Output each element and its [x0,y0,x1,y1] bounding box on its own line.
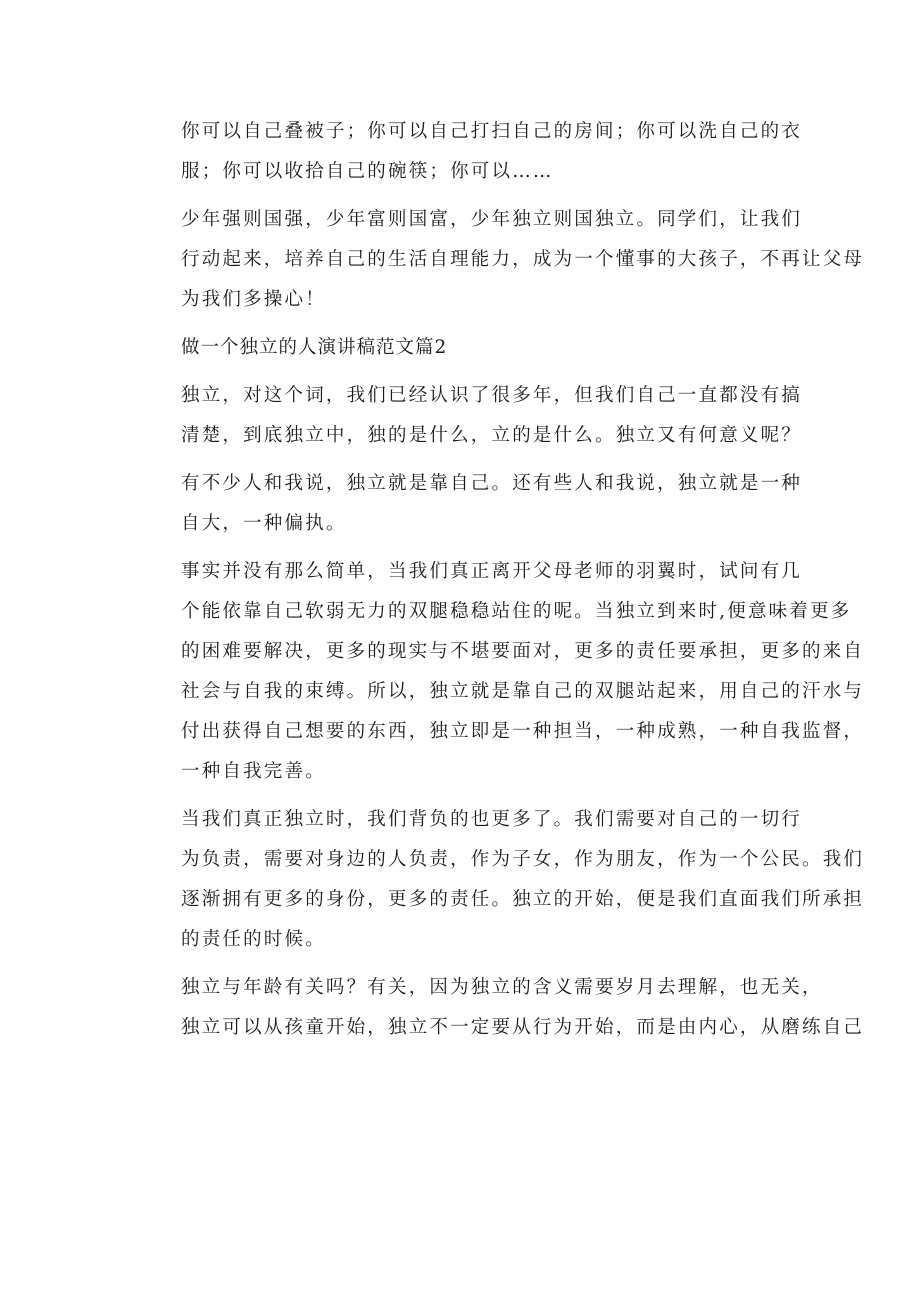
text-line: 清楚，到底独立中，独的是什么，立的是什么。独立又有何意义呢？ [181,425,803,446]
text-line: 独立与年龄有关吗？有关，因为独立的含义需要岁月去理解，也无关， [181,977,823,998]
text-line: 你可以自己叠被子；你可以自己打扫自己的房间；你可以洗自己的衣 [181,121,803,142]
text-line: 的困难要解决，更多的现实与不堪要面对，更多的责任要承担，更多的来自 [181,641,865,662]
paragraph-youth-strong [140,200,865,320]
paragraph-meaning-of-independence [140,376,803,456]
text-line: 逐渐拥有更多的身份，更多的责任。独立的开始，便是我们直面我们所承担 [181,889,865,910]
text-line: 个能依靠自己软弱无力的双腿稳稳站住的呢。当独立到来时,便意味着更多 [181,601,852,622]
text-line: 独立，对这个词，我们已经认识了很多年，但我们自己一直都没有搞 [181,385,803,406]
text-line: 少年强则国强，少年富则国富，少年独立则国独立。同学们，让我们 [181,209,803,230]
text-line: 为负责，需要对身边的人负责，作为子女，作为朋友，作为一个公民。我们 [181,849,865,870]
text-line: 事实并没有那么简单，当我们真正离开父母老师的羽翼时，试问有几 [181,561,803,582]
text-line: 付出获得自己想要的东西，独立即是一种担当，一种成熟，一种自我监督， [181,721,865,742]
text-line: 一种自我完善。 [181,761,326,782]
text-line: 为我们多操心！ [181,289,326,310]
text-line: 当我们真正独立时，我们背负的也更多了。我们需要对自己的一切行 [181,809,803,830]
section-heading [140,328,792,368]
heading-text: 做一个独立的人演讲稿范文篇2 [181,337,448,358]
text-line: 社会与自我的束缚。所以，独立就是靠自己的双腿站起来，用自己的汗水与 [181,681,865,702]
paragraph-others-say [140,464,803,544]
text-line: 的责任的时候。 [181,929,326,950]
document-body [140,112,865,1048]
paragraph-responsibility [140,800,865,960]
text-line: 服；你可以收拾自己的碗筷；你可以…… [181,161,554,182]
paragraph-age [140,968,865,1048]
paragraph-reality [140,552,865,792]
text-line: 自大，一种偏执。 [181,513,347,534]
text-line: 有不少人和我说，独立就是靠自己。还有些人和我说，独立就是一种 [181,473,803,494]
paragraph-self-care [140,112,803,192]
text-line: 行动起来，培养自己的生活自理能力，成为一个懂事的大孩子，不再让父母 [181,249,865,270]
text-line: 独立可以从孩童开始，独立不一定要从行为开始，而是由内心，从磨练自己 [181,1017,865,1038]
